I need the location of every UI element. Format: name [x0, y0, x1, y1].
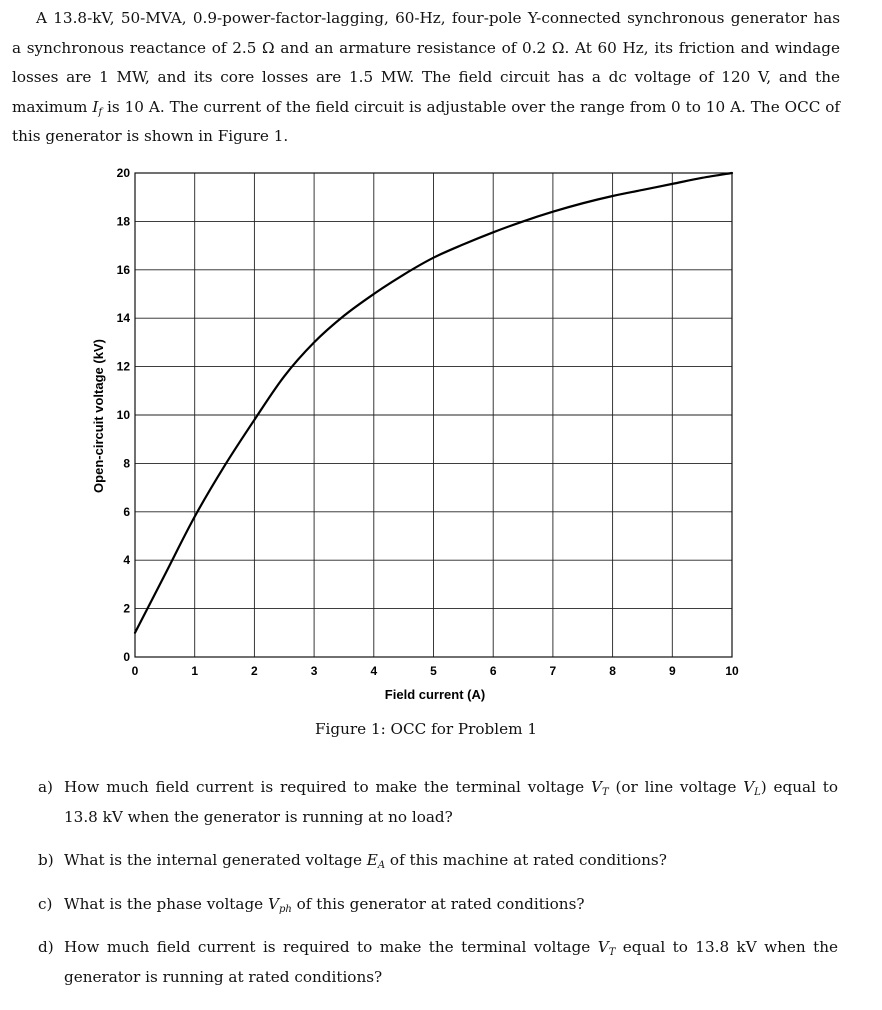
math-symbol: E [366, 851, 378, 869]
tick-labels [117, 166, 739, 678]
x-axis-label: Field current (A) [384, 687, 486, 702]
chart-grid [135, 173, 732, 657]
question-text: What is the phase voltage [64, 894, 269, 913]
y-tick-label: 0 [123, 650, 130, 664]
question-text: What is the internal generated voltage [64, 851, 367, 869]
question-text: ) equal to 13.8 kV when the generator is running at no load? [64, 778, 839, 826]
x-tick-label: 4 [370, 664, 378, 678]
x-tick-label: 10 [725, 664, 739, 678]
field-current-subscript: f [98, 106, 103, 118]
x-tick-label: 0 [131, 664, 139, 678]
problem-text-2: is 10 A. The current of the field circuit is adjustable over the range from 0 to 10 A. The OCC of this generator is shown in Figure 1. [12, 97, 841, 145]
field-current-symbol: I [92, 97, 99, 116]
occ-chart [80, 160, 760, 705]
question-text: (or line voltage [608, 778, 744, 796]
math-symbol: V [743, 778, 755, 796]
question-d [38, 933, 838, 992]
math-subscript: L [754, 787, 761, 798]
math-subscript: T [601, 787, 609, 798]
x-tick-label: 9 [668, 664, 676, 678]
question-text: equal to 13.8 kV when the generator is running at rated conditions? [64, 938, 838, 986]
math-subscript: ph [278, 903, 292, 915]
question-text: of this machine at rated conditions? [385, 851, 667, 869]
question-label: d) [38, 938, 54, 956]
question-b [38, 846, 838, 876]
x-tick-label: 3 [310, 664, 318, 678]
x-tick-label: 8 [609, 664, 616, 678]
question-c [38, 890, 838, 920]
question-text: of this generator at rated conditions? [291, 894, 585, 913]
y-tick-label: 4 [123, 553, 130, 568]
x-tick-label: 5 [430, 664, 437, 678]
math-symbol: V [591, 778, 602, 796]
y-axis-label: Open-circuit voltage (kV) [91, 339, 106, 493]
question-label: a) [38, 778, 53, 796]
y-tick-label: 20 [116, 166, 130, 180]
question-text: How much field current is required to make the terminal voltage [64, 938, 598, 956]
question-label: c) [38, 894, 53, 913]
question-label: b) [38, 851, 54, 869]
y-tick-label: 2 [123, 601, 130, 616]
x-tick-label: 6 [489, 664, 497, 678]
math-subscript: A [377, 860, 386, 871]
question-list [38, 773, 838, 992]
x-tick-label: 7 [549, 664, 557, 678]
question-a [38, 773, 838, 832]
math-symbol: V [268, 894, 279, 913]
x-tick-label: 1 [191, 664, 199, 678]
problem-statement [12, 4, 840, 152]
y-tick-label: 8 [123, 456, 130, 471]
y-tick-label: 16 [116, 262, 130, 277]
y-tick-label: 14 [116, 311, 130, 326]
figure-caption: Figure 1: OCC for Problem 1 [314, 720, 538, 738]
math-subscript: T [608, 947, 616, 958]
y-tick-label: 18 [116, 214, 130, 229]
y-tick-label: 6 [123, 504, 130, 519]
problem-text-1: A 13.8-kV, 50-MVA, 0.9-power-factor-lagging, 60-Hz, four-pole Y-connected synchronous generator has a synchronous reactance of 2.5 Ω and an armature resistance of 0.2 Ω. At 60 Hz, its friction and windage losses are 1 MW, and its core losses are 1.5 MW. The field circuit has a dc voltage of 120 V, and the maximum [12, 9, 840, 116]
question-text: How much field current is required to make the terminal voltage [64, 778, 591, 796]
y-tick-label: 12 [116, 359, 130, 374]
math-symbol: V [597, 938, 609, 956]
y-tick-label: 10 [116, 408, 130, 422]
x-tick-label: 2 [251, 664, 258, 678]
